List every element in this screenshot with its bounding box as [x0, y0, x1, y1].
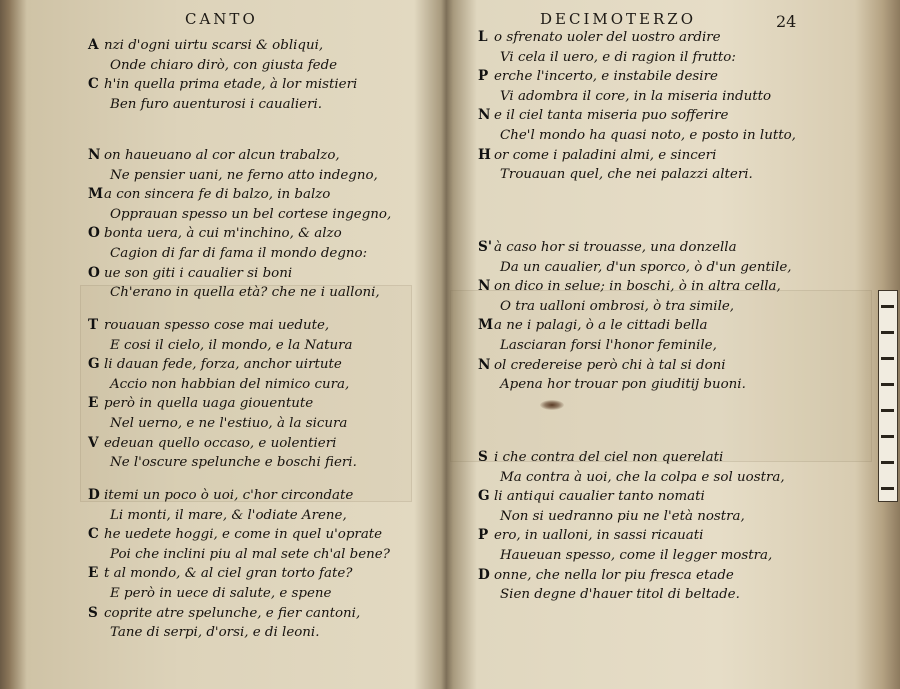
- verse-text: bonta uera, à cui m'inchino, & alzo: [104, 226, 342, 242]
- verse-text: ero, in ualloni, in sassi ricauati: [494, 528, 704, 544]
- verse-text: o sfrenato uoler del uostro ardire: [494, 30, 721, 45]
- verse-text: t al mondo, & al ciel gran torto fate?: [104, 566, 353, 582]
- left-page: [0, 0, 440, 689]
- verse-text: he uedete hoggi, e come in quel u'oprate: [104, 527, 383, 543]
- verse-initial: T: [88, 317, 99, 333]
- verse-initial: D: [478, 566, 490, 583]
- verse-initial: A: [88, 37, 99, 53]
- verse-initial: E: [88, 395, 99, 412]
- right-page-header: DECIMOTERZO: [540, 10, 697, 28]
- verse-text: itemi un poco ò uoi, c'hor circondate: [104, 488, 354, 503]
- verse-text: ol credereise però chi à tal si doni: [494, 357, 726, 373]
- verse-initial: H: [478, 146, 491, 163]
- verse-initial: N: [478, 356, 491, 373]
- verse-text: Vi cela il uero, e di ragion il frutto:: [500, 49, 736, 65]
- verse-text: on haueuano al cor alcun trabalzo,: [104, 148, 340, 163]
- verse-text: Poi che inclini piu al mal sete ch'al bene?: [110, 546, 390, 562]
- verse-text: ue son giti i caualier si boni: [104, 265, 293, 281]
- verse-initial: S': [478, 239, 492, 255]
- verse-initial: N: [478, 107, 491, 124]
- verse-initial: S: [478, 449, 488, 465]
- verse-text: Che'l mondo ha quasi noto, e posto in lutto,: [500, 127, 796, 143]
- verse-text: Nel uerno, e ne l'estiuo, à la sicura: [110, 415, 348, 431]
- verse-initial: O: [88, 225, 100, 242]
- verse-text: Ch'erano in quella età? che ne i ualloni,: [110, 285, 380, 301]
- verse-text: Onde chiaro dirò, con giusta fede: [110, 57, 338, 73]
- left-page-header: CANTO: [185, 10, 258, 28]
- page-tab-marker: [878, 290, 898, 502]
- verse-initial: N: [478, 278, 491, 295]
- verse-initial: N: [88, 147, 101, 163]
- verse-text: Ma contra à uoi, che la colpa e sol uostra,: [500, 469, 785, 485]
- verse-text: Opprauan spesso un bel cortese ingegno,: [110, 206, 392, 222]
- verse-text: Cagion di far di fama il mondo degno:: [110, 245, 368, 261]
- verse-text: à caso hor si trouasse, una donzella: [494, 240, 737, 255]
- verse-text: i che contra del ciel non querelati: [494, 450, 724, 465]
- verse-text: Non si uedranno piu ne l'età nostra,: [500, 508, 745, 524]
- verse-text: on dico in selue; in boschi, ò in altra cella,: [494, 279, 781, 295]
- verse-text: li antiqui caualier tanto nomati: [494, 489, 705, 505]
- verse-initial: M: [478, 317, 494, 334]
- verse-initial: V: [88, 434, 99, 451]
- verse-text: li dauan fede, forza, anchor uirtute: [104, 357, 342, 373]
- verse-text: a con sincera fe di balzo, in balzo: [104, 187, 331, 203]
- verse-initial: E: [88, 565, 99, 582]
- verse-text: E cosi il cielo, il mondo, e la Natura: [110, 337, 353, 353]
- verse-initial: D: [88, 487, 100, 503]
- verse-initial: G: [88, 356, 100, 373]
- verse-initial: M: [88, 186, 104, 203]
- verse-text: Ben furo auenturosi i caualieri.: [110, 96, 323, 112]
- verse-text: h'in quella prima etade, à lor mistieri: [104, 77, 358, 93]
- verse-text: Ne l'oscure spelunche e boschi fieri.: [110, 455, 357, 471]
- verse-text: rouauan spesso cose mai uedute,: [104, 318, 330, 333]
- right-page: [448, 0, 900, 689]
- verse-text: O tra ualloni ombrosi, ò tra simile,: [500, 298, 735, 314]
- verse-text: edeuan quello occaso, e uolentieri: [104, 435, 337, 451]
- verse-text: Li monti, il mare, & l'odiate Arene,: [110, 507, 347, 523]
- verse-text: Ne pensier uani, ne ferno atto indegno,: [110, 167, 378, 183]
- ink-stain: [540, 400, 564, 410]
- page-number: 24: [776, 12, 797, 31]
- verse-text: però in quella uaga giouentute: [104, 396, 314, 412]
- verse-initial: P: [478, 68, 489, 85]
- verse-text: e il ciel tanta miseria puo sofferire: [494, 108, 729, 124]
- verse-text: Vi adombra il core, in la miseria indutto: [500, 88, 772, 104]
- verse-text: onne, che nella lor piu fresca etade: [494, 567, 734, 583]
- verse-text: Da un caualier, d'un sporco, ò d'un gentile,: [500, 259, 792, 275]
- verse-initial: G: [478, 488, 490, 505]
- verse-text: Lasciaran forsi l'honor feminile,: [500, 337, 717, 353]
- verse-initial: C: [88, 526, 99, 543]
- verse-initial: P: [478, 527, 489, 544]
- verse-text: Trouauan quel, che nei palazzi alteri.: [500, 167, 753, 183]
- verse-initial: C: [88, 76, 99, 93]
- verse-text: erche l'incerto, e instabile desire: [494, 69, 718, 85]
- verse-initial: O: [88, 264, 100, 281]
- verse-text: coprite atre spelunche, e fier cantoni,: [104, 605, 361, 621]
- verse-initial: S: [88, 604, 98, 621]
- verse-text: Tane di serpi, d'orsi, e di leoni.: [110, 625, 320, 641]
- verse-text: a ne i palagi, ò a le cittadi bella: [494, 318, 708, 334]
- verse-text: Haueuan spesso, come il legger mostra,: [500, 547, 773, 563]
- verse-text: Accio non habbian del nimico cura,: [110, 376, 350, 392]
- verse-text: nzi d'ogni uirtu scarsi & obliqui,: [104, 38, 324, 53]
- verse-initial: L: [478, 29, 488, 45]
- verse-text: or come i paladini almi, e sinceri: [494, 147, 717, 163]
- verse-text: Sien degne d'hauer titol di beltade.: [500, 587, 740, 603]
- verse-text: E però in uece di salute, e spene: [110, 585, 332, 601]
- verse-text: Apena hor trouar pon giuditij buoni.: [500, 377, 746, 393]
